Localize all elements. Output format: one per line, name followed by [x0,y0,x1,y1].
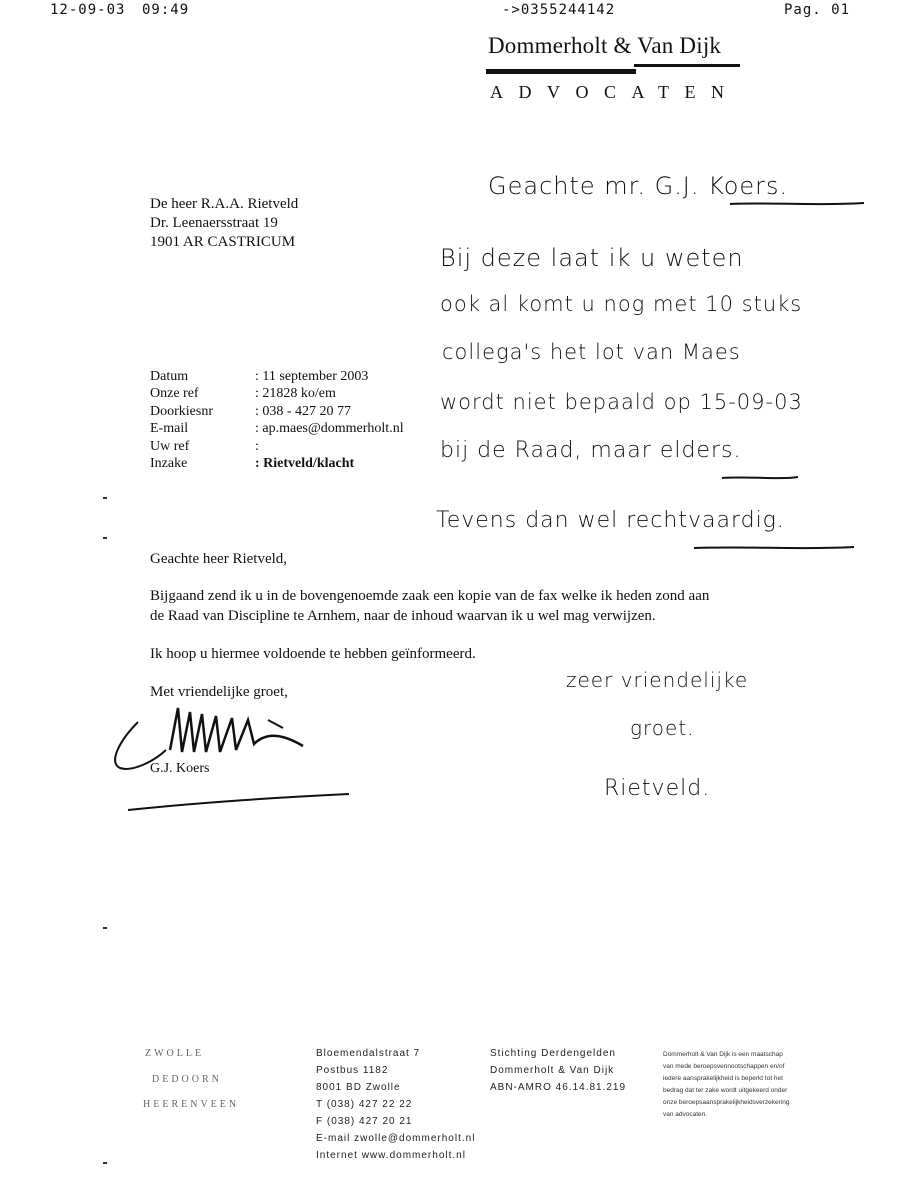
footer-disclaimer-line: iedere aansprakelijkheid is beperkt tot het [663,1075,783,1082]
firm-tagline: ADVOCATEN [490,82,740,102]
footer-city-1: ZWOLLE [145,1048,205,1059]
footer-disclaimer-line: bedrag dat ter zake wordt uitgekeerd onder [663,1087,788,1094]
meta-label-datum: Datum [150,369,189,384]
margin-tick [103,497,107,499]
meta-label-email: E-mail [150,421,189,436]
body-paragraph-1-line-2: de Raad van Discipline te Arnhem, naar de inhoud waarvan ik u wel mag verwijzen. [150,608,656,624]
meta-value-email: : ap.maes@dommerholt.nl [255,421,404,436]
recipient-name: De heer R.A.A. Rietveld [150,196,299,212]
letterhead-rule-thick [486,69,636,74]
footer-city-3: HEERENVEEN [143,1099,240,1110]
footer-phone: T (038) 427 22 22 [316,1099,413,1110]
meta-value-inzake: : Rietveld/klacht [255,456,355,471]
meta-value-doorkiesnr: : 038 - 427 20 77 [255,404,352,419]
body-paragraph-1-line-1: Bijgaand zend ik u in de bovengenoemde zaak een kopie van de fax welke ik heden zond aan [150,588,710,604]
handwritten-line-5: wordt niet bepaald op 15-09-03 [440,390,803,414]
footer-website: Internet www.dommerholt.nl [316,1150,466,1161]
footer-address-line: Postbus 1182 [316,1065,389,1076]
meta-label-inzake: Inzake [150,456,188,471]
footer-email: E-mail zwolle@dommerholt.nl [316,1133,476,1144]
meta-label-doorkiesnr: Doorkiesnr [150,404,213,419]
fax-page: Pag. 01 [784,2,851,18]
footer-foundation-line: Stichting Derdengelden [490,1048,616,1059]
handwritten-closing-2: groet. [630,716,695,740]
fax-date: 12-09-03 [50,2,126,18]
footer-address-line: Bloemendalstraat 7 [316,1048,421,1059]
meta-value-datum: : 11 september 2003 [255,369,369,384]
salutation: Geachte heer Rietveld, [150,551,288,567]
recipient-street: Dr. Leenaersstraat 19 [150,215,278,231]
meta-value-uw-ref: : [255,439,259,454]
margin-tick [103,927,107,929]
handwritten-underline-elders [718,472,808,484]
margin-tick [103,537,107,539]
letterhead-rule-thin [634,64,740,67]
footer-city-2: DEDOORN [152,1074,222,1085]
meta-label-uw-ref: Uw ref [150,439,190,454]
signature-underline [125,790,355,814]
handwritten-line-4: collega's het lot van Maes [442,340,741,364]
fax-number: ->0355244142 [502,2,616,18]
footer-fax: F (038) 427 20 21 [316,1116,413,1127]
handwritten-line-7: Tevens dan wel rechtvaardig. [436,508,785,533]
handwritten-line-6: bij de Raad, maar elders. [440,438,742,463]
signatory-name: G.J. Koers [150,761,210,776]
recipient-city: 1901 AR CASTRICUM [150,234,296,250]
footer-disclaimer-line: van mede beroepsvennootschappen en/of [663,1063,785,1070]
footer-disclaimer-line: van advocaten. [663,1111,708,1118]
handwritten-closing-3: Rietveld. [604,776,711,801]
footer-bank-account: ABN-AMRO 46.14.81.219 [490,1082,627,1093]
footer-foundation-line: Dommerholt & Van Dijk [490,1065,615,1076]
fax-time: 09:49 [142,2,190,18]
handwritten-underline-rechtvaardig [690,542,860,554]
body-paragraph-2: Ik hoop u hiermee voldoende te hebben geïnformeerd. [150,646,476,662]
handwritten-line-2: Bij deze laat ik u weten [440,244,744,272]
footer-disclaimer-line: onze beroepsaansprakelijkheidsverzekering [663,1099,790,1106]
meta-value-onze-ref: : 21828 ko/em [255,386,336,401]
margin-tick [103,1162,107,1164]
firm-name: Dommerholt & Van Dijk [488,33,722,58]
handwritten-line-3: ook al komt u nog met 10 stuks [440,292,803,316]
footer-address-line: 8001 BD Zwolle [316,1082,401,1093]
meta-label-onze-ref: Onze ref [150,386,199,401]
handwritten-line-1: Geachte mr. G.J. Koers. [488,172,789,200]
footer-disclaimer-line: Dommerholt & Van Dijk is een maatschap [663,1051,783,1058]
signature [108,700,318,780]
closing: Met vriendelijke groet, [150,684,288,700]
handwritten-closing-1: zeer vriendelijke [566,668,749,692]
handwritten-underline-name [728,198,868,210]
